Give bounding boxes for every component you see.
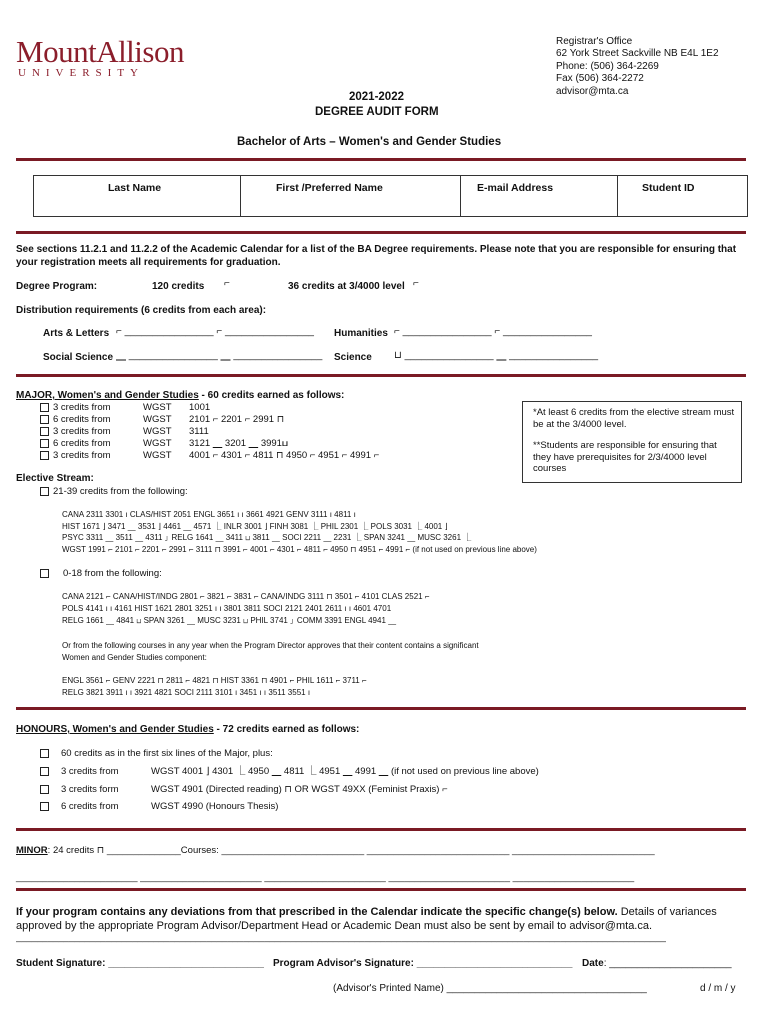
row-credits: 3 credits from [61,765,119,777]
major-row [40,426,379,438]
approval-text [62,640,479,664]
row-subject: WGST [143,426,172,437]
intro-line: your registration meets all requirements for graduation. [16,257,281,268]
checkbox[interactable] [40,802,49,811]
checkbox[interactable] [40,439,49,448]
row-subject: WGST [143,450,172,461]
checkbox[interactable] [40,785,49,794]
science-label: Science [334,352,372,363]
major-heading-title: MAJOR, Women's and Gender Studies [16,390,199,401]
minor-label: MINOR [16,845,48,856]
row-courses: 3121 ⎽ 3201 ⎽ 3991⊔ [189,438,289,449]
elective-note: *At least 6 credits from the elective stream must be at the 3/4000 level. [533,407,735,430]
degree-program-label: Degree Program: [16,281,98,292]
date-format-hint: d / m / y [700,983,736,994]
row-subject: WGST [143,414,172,425]
honours-row [40,763,539,781]
intro-line: See sections 11.2.1 and 11.2.2 of the Academic Calendar for a list of the BA Degree requirements. Please note that you are responsible for ensuring that [16,244,737,255]
checkbox[interactable] [40,427,49,436]
checkbox[interactable] [40,487,49,496]
date-label: Date [582,958,604,969]
degree-credits: 120 credits [152,281,205,292]
checkbox[interactable] [40,767,49,776]
major-heading-credits: - 60 credits earned as follows: [198,390,345,401]
row-credits: 3 credits from [53,450,111,461]
major-requirements [40,402,379,462]
column-last-name: Last Name [108,182,162,194]
university-logo-subtitle: UNIVERSITY [18,67,144,79]
social-science-label: Social Science [43,352,114,363]
row-credits: 6 credits from [53,414,111,425]
major-row [40,438,379,450]
checkbox[interactable] [40,569,49,578]
elective-course-list-a [62,509,537,555]
minor-line [16,845,655,856]
divider [16,374,746,377]
degree-level: 36 credits at 3/4000 level [288,281,405,292]
divider [16,828,746,831]
honours-heading [16,724,359,735]
approval-line: Or from the following courses in any year when the Program Director approves that their content contains a significant [62,641,479,650]
approval-line: Women and Gender Studies component: [62,653,207,662]
checkbox[interactable] [40,415,49,424]
deviation-instructions [16,906,717,918]
approval-course-list [62,675,367,699]
row-credits: 6 credits from [61,801,119,813]
university-logo: MountAllison [16,34,184,69]
row-credits: 60 credits as in the first six lines of the Major, plus: [61,748,273,759]
elective-option-text: 0-18 from the following: [63,568,162,579]
column-student-id: Student ID [642,182,695,194]
honours-row [40,781,539,799]
elective-option-text: 21-39 credits from the following: [53,486,188,497]
elective-option-b [40,568,162,579]
major-row [40,414,379,426]
honours-heading-title: HONOURS, Women's and Gender Studies [16,724,214,735]
honours-row [40,798,539,816]
registrar-address [556,36,719,98]
distribution-label: Distribution requirements (6 credits from each area): [16,305,267,316]
row-courses: 4001 ⌐ 4301 ⌐ 4811 ⊓ 4950 ⌐ 4951 ⌐ 4991 ⌐ [189,450,380,461]
row-credits: 3 credits from [53,426,111,437]
divider [16,231,746,234]
divider [16,707,746,710]
minor-fields[interactable]: : 24 credits ⊓ ______________Courses: ___________________________ ___________________________ ___________________________ [47,845,655,856]
prerequisite-note: **Students are responsible for ensuring that they have prerequisites for 2/3/4000 level courses [533,440,717,475]
row-credits: 3 credits from [53,402,111,413]
major-row [40,402,379,414]
course-line: RELG 3821 3911 ı ı 3921 4821 SOCI 2111 3101 ı 3451 ı ı 3511 3551 ı [62,687,311,697]
major-heading [16,390,344,401]
checkbox[interactable] [40,451,49,460]
course-line: CANA 2311 3301 ı CLAS/HIST 2051 ENGL 3651 ı ı 3661 4921 GENV 3111 ı 4811 ı [62,510,356,519]
form-title: DEGREE AUDIT FORM [315,106,439,118]
row-courses: WGST 4990 (Honours Thesis) [151,801,279,813]
course-line: POLS 4141 ı ı 4161 HIST 1621 2801 3251 ı ı 3801 3811 SOCI 2121 2401 2611 ı ı 4601 4701 [62,603,392,613]
honours-row [40,745,539,763]
arts-blank-1[interactable]: ⌐ ________________ ⌐ ________________ [116,326,314,337]
course-line: CANA 2121 ⌐ CANA/HIST/INDG 2801 ⌐ 3821 ⌐ 3831 ⌐ CANA/INDG 3111 ⊓ 3501 ⌐ 4101 CLAS 2521 ⌐ [62,592,430,601]
deviation-entry-line[interactable]: ___________________________________________________________________________________________________________________________ [16,932,666,943]
registrar-line: Phone: (506) 364-2269 [556,60,659,72]
honours-heading-credits: - 72 credits earned as follows: [213,724,360,735]
registrar-email: advisor@mta.ca [556,85,629,97]
checkbox-mark: ⌐ [413,278,419,289]
row-subject: WGST [143,402,172,413]
course-line: HIST 1671 ⌋ 3471 ⎽ 3531 ⌋ 4461 ⎽ 4571 ⎿ INLR 3001 ⌋ FINH 3081 ⎿ PHIL 2301 ⎿ POLS 3031 ⎿ 4001 ⌋ [62,521,448,531]
divider [16,158,746,161]
humanities-label: Humanities [334,328,388,339]
social-science-blank[interactable]: ⎽ ________________ ⎽ ________________ [116,350,323,361]
elective-option-a [40,486,188,497]
elective-note-box [522,401,742,483]
course-line: PSYC 3311 ⎽ 3511 ⎽ 4311 ⌋ RELG 1641 ⎽ 3411 ⊔ 3811 ⎽ SOCI 2211 ⎽ 2231 ⎿ SPAN 3241 ⎽ MUSC 3261 ⎿ [62,533,472,543]
row-credits: 3 credits form [61,783,119,795]
deviation-instructions-bold: If your program contains any deviations from that prescribed in the Calendar indicate the specific change(s) below. [16,906,618,918]
course-line: WGST 1991 ⌐ 2101 ⌐ 2201 ⌐ 2991 ⌐ 3111 ⊓ 3991 ⌐ 4001 ⌐ 4301 ⌐ 4811 ⌐ 4950 ⊓ 4951 ⌐ 4991 ⌐ (if not used on previous line above) [62,544,537,554]
row-courses: 3111 [189,426,209,437]
row-courses: 1001 [189,402,211,413]
row-courses: WGST 4901 (Directed reading) ⊓ OR WGST 49XX (Feminist Praxis) ⌐ [151,783,448,795]
science-blank[interactable]: ⊔ ________________ ⎽ ________________ [394,350,599,361]
row-credits: 6 credits from [53,438,111,449]
registrar-line: 62 York Street Sackville NB E4L 1E2 [556,48,719,60]
course-line: RELG 1661 ⎽ 4841 ⊔ SPAN 3261 ⎽ MUSC 3231 ⊔ PHIL 3741 ⌋ COMM 3391 ENGL 4941 ⎽ [62,615,397,625]
student-signature[interactable]: Student Signature: ____________________________ [16,958,264,969]
elective-stream-label: Elective Stream: [16,473,94,484]
checkbox[interactable] [40,749,49,758]
deviation-instructions-line2: approved by the appropriate Program Advisor/Department Head or Academic Dean must also be sent by email to advisor@mta.ca. [16,920,653,932]
checkbox[interactable] [40,403,49,412]
registrar-line: Registrar's Office [556,36,633,47]
divider [16,888,746,891]
row-courses: WGST 4001 ⌋ 4301 ⎿ 4950 ⎽ 4811 ⎿ 4951 ⎽ 4991 ⎽ (if not used on previous line above) [151,765,539,777]
minor-course-blanks[interactable]: _______________________ _______________________ _______________________ _______________________ _______________________ [16,872,635,883]
major-row [40,450,379,462]
row-courses: 2101 ⌐ 2201 ⌐ 2991 ⊓ [189,414,285,425]
deviation-instructions-text: Details of variances [617,906,717,918]
course-line: ENGL 3561 ⌐ GENV 2221 ⊓ 2811 ⌐ 4821 ⊓ HIST 3361 ⊓ 4901 ⌐ PHIL 1611 ⌐ 3711 ⌐ [62,676,367,685]
program-title: Bachelor of Arts – Women's and Gender Studies [237,136,502,148]
registrar-line: Fax (506) 364-2272 [556,73,644,85]
arts-label: Arts & Letters [43,328,110,339]
date-blank: : ______________________ [603,958,732,969]
honours-requirements [40,745,539,816]
checkbox-mark: ⌐ [224,278,230,289]
advisor-signature[interactable]: Program Advisor's Signature: ____________________________ [273,958,573,969]
humanities-blank[interactable]: ⌐ ________________ ⌐ ________________ [394,326,592,337]
column-email: E-mail Address [477,182,554,194]
advisor-printed-name[interactable]: (Advisor's Printed Name) ____________________________________ [333,983,647,994]
row-subject: WGST [143,438,172,449]
elective-course-list-b [62,591,430,626]
academic-year: 2021-2022 [349,91,404,103]
column-first-name: First /Preferred Name [276,182,383,194]
date-field[interactable] [582,958,732,969]
